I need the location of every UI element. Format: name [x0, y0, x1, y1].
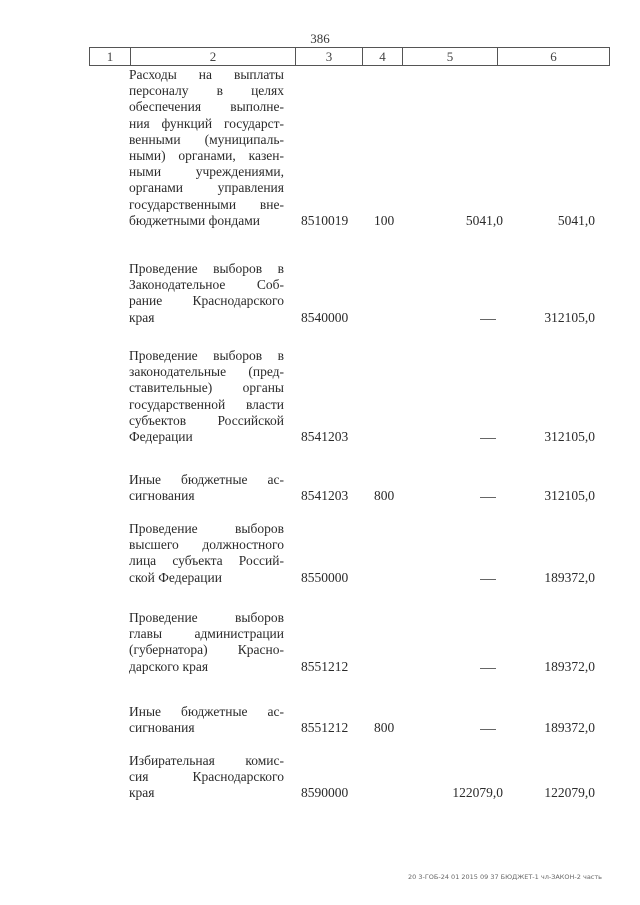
- header-col-4: 4: [363, 48, 403, 65]
- row-value-col6: 189372,0: [544, 658, 595, 674]
- header-col-2: 2: [131, 48, 296, 65]
- description-line: Проведение выборов: [129, 610, 284, 625]
- dash-mark: [480, 729, 496, 730]
- dash-mark: [480, 668, 496, 669]
- page-number: 386: [310, 31, 330, 46]
- description-line: рание Краснодарского: [129, 293, 284, 309]
- row-value-col6: 312105,0: [544, 429, 595, 444]
- description-line: Проведение выборов: [129, 521, 284, 536]
- description-line: ния функций государст-: [129, 115, 284, 131]
- description-line: государственной власти: [129, 396, 284, 412]
- description-line: обеспечения выполне-: [129, 99, 284, 115]
- dash-mark: [480, 438, 496, 439]
- row-description: [129, 704, 284, 736]
- description-line: края: [129, 309, 155, 325]
- row-value-col6: 189372,0: [544, 720, 595, 736]
- row-type: 100: [374, 212, 395, 228]
- row-description: [129, 67, 284, 229]
- row-value-col6: 189372,0: [544, 569, 595, 585]
- description-line: венными (муниципаль-: [129, 131, 284, 147]
- row-code: 8541203: [301, 429, 349, 444]
- row-code: 8551212: [301, 658, 349, 674]
- row-code: 8541203: [301, 488, 349, 504]
- description-line: персоналу в целях: [129, 83, 284, 99]
- table-header: [89, 47, 610, 66]
- description-line: Проведение выборов в: [129, 348, 284, 363]
- header-col-1: 1: [90, 48, 131, 65]
- header-col-3: 3: [296, 48, 363, 65]
- row-value-col6: 122079,0: [544, 785, 595, 801]
- description-line: Проведение выборов в: [129, 261, 284, 276]
- description-line: Расходы на выплаты: [129, 67, 284, 82]
- description-line: государственными вне-: [129, 196, 284, 212]
- description-line: сигнования: [129, 720, 195, 736]
- row-value-col6: 5041,0: [557, 212, 595, 228]
- header-col-6: 6: [550, 49, 557, 64]
- row-value-col5: 122079,0: [452, 785, 503, 801]
- dash-mark: [480, 579, 496, 580]
- description-line: Иные бюджетные ас-: [129, 704, 284, 719]
- row-code: 8540000: [301, 309, 349, 325]
- row-value-col6: 312105,0: [544, 309, 595, 325]
- row-code: 8551212: [301, 720, 349, 736]
- description-line: органами управления: [129, 180, 284, 196]
- description-line: сия Краснодарского: [129, 769, 284, 785]
- row-description: [129, 261, 284, 326]
- description-line: ными учреждениями,: [129, 164, 284, 180]
- row-code: 8550000: [301, 569, 349, 585]
- description-line: Избирательная комис-: [129, 753, 284, 768]
- description-line: законодательные (пред-: [129, 364, 284, 380]
- row-description: [129, 348, 284, 445]
- description-line: Законодательное Соб-: [129, 277, 284, 293]
- dash-mark: [480, 497, 496, 498]
- row-type: 800: [374, 488, 395, 504]
- row-code: 8510019: [301, 212, 349, 228]
- row-description: [129, 521, 284, 586]
- description-line: края: [129, 785, 155, 801]
- description-line: ской Федерации: [129, 569, 222, 585]
- description-line: лица субъекта Россий-: [129, 553, 284, 569]
- description-line: дарского края: [129, 658, 209, 674]
- row-value-col6: 312105,0: [544, 488, 595, 504]
- row-description: [129, 610, 284, 675]
- description-line: сигнования: [129, 488, 195, 504]
- dash-mark: [480, 319, 496, 320]
- row-type: 800: [374, 720, 395, 736]
- header-col-5: 5: [403, 48, 498, 65]
- row-value-col5: 5041,0: [465, 212, 503, 228]
- description-line: Иные бюджетные ас-: [129, 472, 284, 487]
- row-description: [129, 472, 284, 504]
- description-line: (губернатора) Красно-: [129, 642, 284, 658]
- description-line: высшего должностного: [129, 537, 284, 553]
- description-line: Федерации: [129, 429, 193, 445]
- row-code: 8590000: [301, 785, 349, 801]
- description-line: главы администрации: [129, 626, 284, 642]
- description-line: ставительные) органы: [129, 380, 284, 396]
- description-line: бюджетными фондами: [129, 212, 260, 228]
- footer-stamp: 20 3-ГОБ-24 01 2015 09 37 БЮДЖЕТ-1 чл-ЗАКОН-2 часть: [408, 873, 602, 881]
- description-line: ными) органами, казен-: [129, 148, 284, 164]
- description-line: субъектов Российской: [129, 412, 284, 428]
- row-description: [129, 753, 284, 802]
